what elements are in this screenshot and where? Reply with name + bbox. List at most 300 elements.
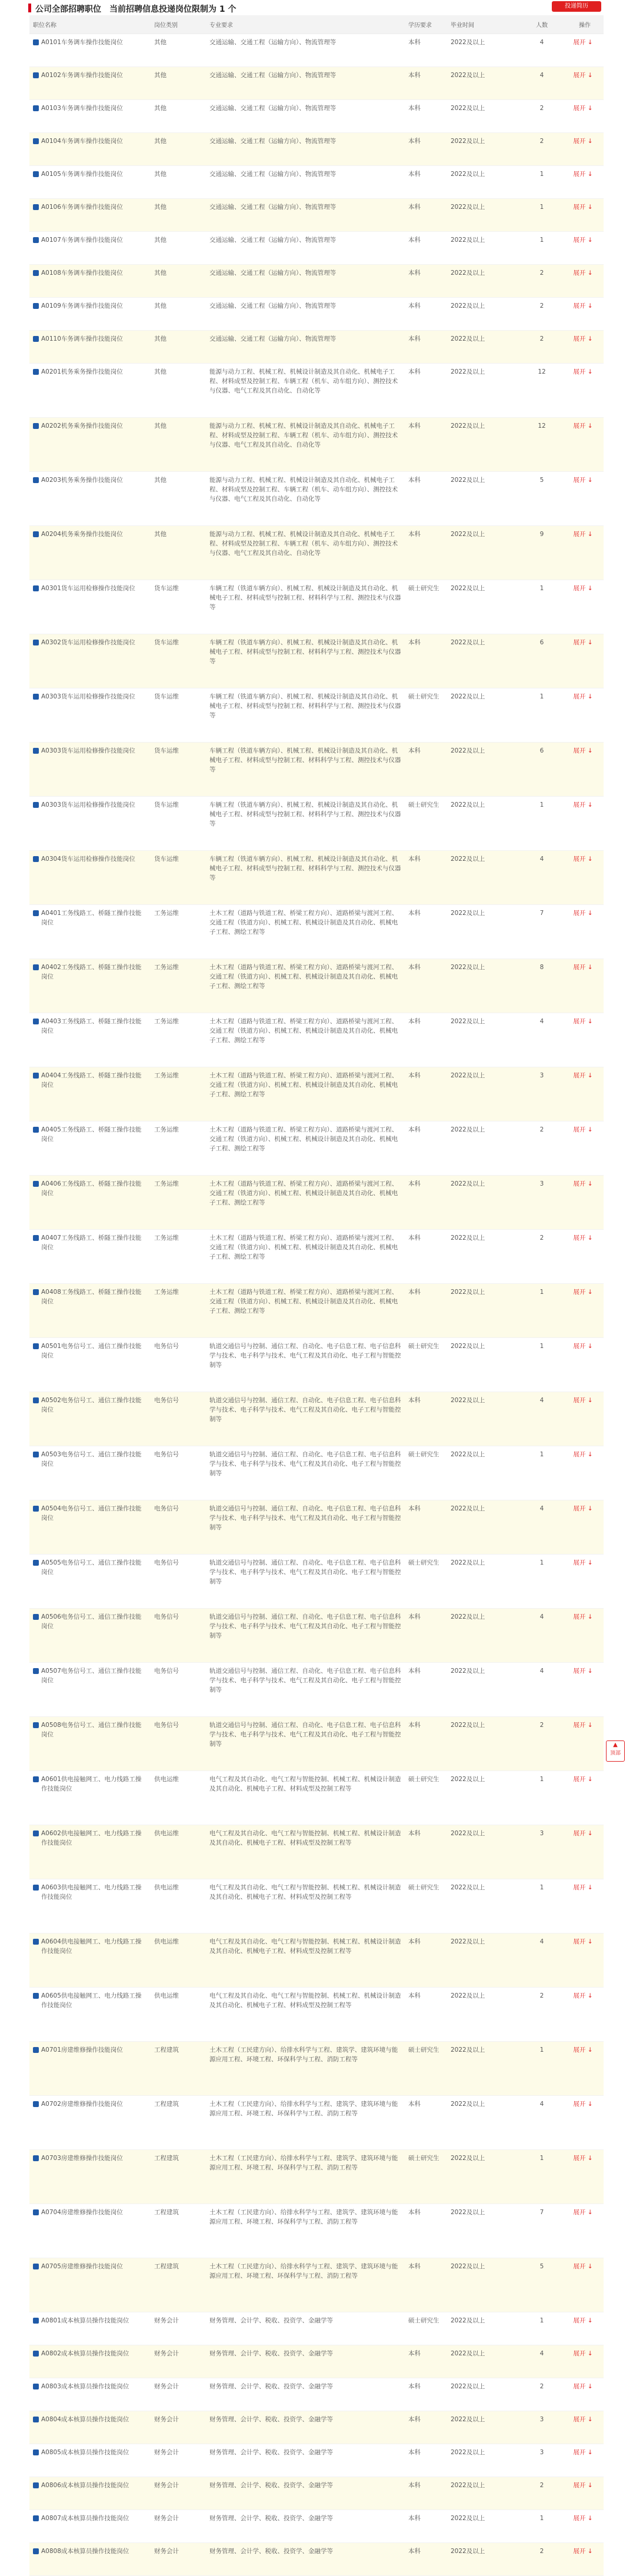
cell-category: 其他	[151, 297, 206, 330]
job-icon	[33, 2155, 39, 2161]
cell-category: 电务信号	[151, 1662, 206, 1716]
position-name[interactable]: A0405工务线路工、桥隧工操作技能岗位	[41, 1126, 142, 1143]
cell-position	[29, 1825, 151, 1879]
cell-degree: 本科	[405, 330, 447, 363]
position-name[interactable]: A0407工务线路工、桥隧工操作技能岗位	[41, 1234, 142, 1251]
cell-count: 1	[518, 1337, 566, 1392]
cell-major: 土木工程（道路与铁道工程、桥梁工程方向）、道路桥梁与渡河工程、交通工程（铁道方向）、机械工程、机械设计制造及其自动化、机械电子工程、测绘工程等	[206, 1067, 405, 1121]
expand-button[interactable]: 展开 ↓	[566, 297, 604, 330]
cell-count: 2	[518, 1229, 566, 1283]
cell-major: 财务管理、会计学、税收、投资学、金融学等	[206, 2542, 405, 2575]
position-name[interactable]: A0303货车运用检修操作技能岗位	[41, 747, 135, 754]
cell-major: 财务管理、会计学、税收、投资学、金融学等	[206, 2510, 405, 2542]
position-name[interactable]: A0401工务线路工、桥隧工操作技能岗位	[41, 909, 142, 926]
position-name[interactable]: A0408工务线路工、桥隧工操作技能岗位	[41, 1288, 142, 1305]
position-name[interactable]: A0403工务线路工、桥隧工操作技能岗位	[41, 1017, 142, 1034]
position-name[interactable]: A0705房建维修操作技能岗位	[41, 2262, 123, 2270]
table-row	[29, 2477, 604, 2510]
expand-button[interactable]: 展开 ↓	[566, 2149, 604, 2204]
cell-major: 财务管理、会计学、税收、投资学、金融学等	[206, 2477, 405, 2510]
cell-position	[29, 742, 151, 796]
cell-graduation: 2022及以上	[447, 688, 518, 742]
cell-count: 4	[518, 1392, 566, 1446]
cell-count: 2	[518, 99, 566, 132]
expand-button[interactable]: 展开 ↓	[566, 99, 604, 132]
cell-graduation: 2022及以上	[447, 264, 518, 297]
cell-major: 电气工程及其自动化、电气工程与智能控制、机械工程、机械设计制造及其自动化、机械电子工程、材料成型及控制工程等	[206, 1933, 405, 1987]
position-name[interactable]: A0404工务线路工、桥隧工操作技能岗位	[41, 1071, 142, 1089]
cell-count: 4	[518, 1500, 566, 1554]
expand-button[interactable]: 展开 ↓	[566, 1825, 604, 1879]
table-row	[29, 1229, 604, 1283]
cell-category: 其他	[151, 66, 206, 99]
expand-button[interactable]: 展开 ↓	[566, 34, 604, 66]
cell-position	[29, 471, 151, 525]
col-header-position: 职位名称	[29, 15, 151, 34]
expand-button[interactable]: 展开 ↓	[566, 1121, 604, 1175]
job-icon	[33, 1289, 39, 1295]
cell-position	[29, 2477, 151, 2510]
cell-graduation: 2022及以上	[447, 904, 518, 958]
position-name[interactable]: A0604供电接触网工、电力线路工操作技能岗位	[41, 1938, 142, 1955]
cell-count: 4	[518, 66, 566, 99]
cell-major: 轨道交通信号与控制、通信工程、自动化、电子信息工程、电子信息科学与技术、电子科学与技术、电气工程及其自动化、电子工程与智能控制等	[206, 1716, 405, 1770]
position-name[interactable]: A0202机务乘务操作技能岗位	[41, 422, 123, 430]
job-icon	[33, 1722, 39, 1728]
cell-graduation: 2022及以上	[447, 796, 518, 850]
cell-count: 2	[518, 297, 566, 330]
position-name[interactable]: A0702房建维修操作技能岗位	[41, 2100, 123, 2108]
expand-button[interactable]: 展开 ↓	[566, 330, 604, 363]
position-name[interactable]: A0203机务乘务操作技能岗位	[41, 476, 123, 484]
position-name[interactable]: A0301货车运用检修操作技能岗位	[41, 584, 135, 592]
expand-button[interactable]: 展开 ↓	[566, 688, 604, 742]
cell-count: 1	[518, 2041, 566, 2095]
expand-button[interactable]: 展开 ↓	[566, 580, 604, 634]
table-row	[29, 742, 604, 796]
cell-category: 工程建筑	[151, 2095, 206, 2149]
position-name[interactable]: A0103车务调车操作技能岗位	[41, 104, 123, 112]
position-name[interactable]: A0807成本核算员操作技能岗位	[41, 2514, 129, 2522]
position-name[interactable]: A0504电务信号工、通信工操作技能岗位	[41, 1505, 142, 1522]
cell-graduation: 2022及以上	[447, 525, 518, 580]
cell-major: 交通运输、交通工程（运输方向）、物流管理等	[206, 132, 405, 165]
cell-position	[29, 904, 151, 958]
expand-button[interactable]: 展开 ↓	[566, 1716, 604, 1770]
expand-button[interactable]: 展开 ↓	[566, 2258, 604, 2312]
position-name[interactable]: A0102车务调车操作技能岗位	[41, 71, 123, 79]
table-row	[29, 1283, 604, 1337]
cell-count: 2	[518, 264, 566, 297]
position-name[interactable]: A0804成本核算员操作技能岗位	[41, 2415, 129, 2423]
cell-major: 土木工程（工民建方向）、给排水科学与工程、建筑学、建筑环境与能源应用工程、环境工程、环保科学与工程、消防工程等	[206, 2041, 405, 2095]
job-icon	[33, 1885, 39, 1891]
cell-major: 交通运输、交通工程（运输方向）、物流管理等	[206, 34, 405, 66]
cell-graduation: 2022及以上	[447, 132, 518, 165]
expand-button[interactable]: 展开 ↓	[566, 1500, 604, 1554]
cell-category: 其他	[151, 471, 206, 525]
cell-major: 财务管理、会计学、税收、投资学、金融学等	[206, 2444, 405, 2477]
job-icon	[33, 640, 39, 645]
cell-category: 电务信号	[151, 1716, 206, 1770]
cell-degree: 本科	[405, 2542, 447, 2575]
job-icon	[33, 39, 39, 45]
position-name[interactable]: A0808成本核算员操作技能岗位	[41, 2547, 129, 2555]
cell-degree: 本科	[405, 198, 447, 231]
cell-position	[29, 580, 151, 634]
cell-degree: 本科	[405, 2095, 447, 2149]
cell-count: 1	[518, 580, 566, 634]
table-row	[29, 1825, 604, 1879]
cell-category: 其他	[151, 330, 206, 363]
cell-major: 轨道交通信号与控制、通信工程、自动化、电子信息工程、电子信息科学与技术、电子科学与技术、电气工程及其自动化、电子工程与智能控制等	[206, 1554, 405, 1608]
cell-position	[29, 1662, 151, 1716]
expand-button[interactable]: 展开 ↓	[566, 1013, 604, 1067]
cell-count: 2	[518, 132, 566, 165]
cell-degree: 本科	[405, 417, 447, 471]
position-name[interactable]: A0503电务信号工、通信工操作技能岗位	[41, 1450, 142, 1467]
table-row	[29, 198, 604, 231]
expand-button[interactable]: 展开 ↓	[566, 1337, 604, 1392]
position-name[interactable]: A0501电务信号工、通信工操作技能岗位	[41, 1342, 142, 1359]
cell-position	[29, 2149, 151, 2204]
position-name[interactable]: A0605供电接触网工、电力线路工操作技能岗位	[41, 1992, 142, 2009]
job-icon	[33, 336, 39, 342]
cell-major: 土木工程（道路与铁道工程、桥梁工程方向）、道路桥梁与渡河工程、交通工程（铁道方向）、机械工程、机械设计制造及其自动化、机械电子工程、测绘工程等	[206, 1175, 405, 1229]
jobs-table	[29, 15, 604, 2576]
position-name[interactable]: A0406工务线路工、桥隧工操作技能岗位	[41, 1180, 142, 1197]
cell-position	[29, 1067, 151, 1121]
cell-position	[29, 2312, 151, 2345]
position-name[interactable]: A0108车务调车操作技能岗位	[41, 269, 123, 277]
table-row	[29, 1608, 604, 1662]
cell-position	[29, 1933, 151, 1987]
expand-button[interactable]: 展开 ↓	[566, 264, 604, 297]
cell-degree: 本科	[405, 1121, 447, 1175]
cell-category: 财务会计	[151, 2345, 206, 2378]
cell-major: 土木工程（道路与铁道工程、桥梁工程方向）、道路桥梁与渡河工程、交通工程（铁道方向）、机械工程、机械设计制造及其自动化、机械电子工程、测绘工程等	[206, 1283, 405, 1337]
expand-button[interactable]: 展开 ↓	[566, 2378, 604, 2411]
expand-button[interactable]: 展开 ↓	[566, 417, 604, 471]
cell-major: 轨道交通信号与控制、通信工程、自动化、电子信息工程、电子信息科学与技术、电子科学与技术、电气工程及其自动化、电子工程与智能控制等	[206, 1608, 405, 1662]
expand-button[interactable]: 展开 ↓	[566, 363, 604, 417]
position-name[interactable]: A0602供电接触网工、电力线路工操作技能岗位	[41, 1829, 142, 1846]
cell-major: 轨道交通信号与控制、通信工程、自动化、电子信息工程、电子信息科学与技术、电子科学与技术、电气工程及其自动化、电子工程与智能控制等	[206, 1662, 405, 1716]
expand-button[interactable]: 展开 ↓	[566, 742, 604, 796]
table-row	[29, 2378, 604, 2411]
position-name[interactable]: A0402工务线路工、桥隧工操作技能岗位	[41, 963, 142, 980]
cell-count: 7	[518, 2204, 566, 2258]
table-row	[29, 1067, 604, 1121]
cell-degree: 本科	[405, 1716, 447, 1770]
cell-count: 1	[518, 1446, 566, 1500]
cell-category: 货车运维	[151, 580, 206, 634]
expand-button[interactable]: 展开 ↓	[566, 1229, 604, 1283]
job-icon	[33, 2417, 39, 2422]
expand-button[interactable]: 展开 ↓	[566, 1933, 604, 1987]
expand-button[interactable]: 展开 ↓	[566, 1662, 604, 1716]
cell-category: 财务会计	[151, 2510, 206, 2542]
expand-button[interactable]: 展开 ↓	[566, 2411, 604, 2444]
col-header-count: 人数	[518, 15, 566, 34]
expand-button[interactable]: 展开 ↓	[566, 2444, 604, 2477]
cell-graduation: 2022及以上	[447, 1716, 518, 1770]
cell-degree: 硕士研究生	[405, 1770, 447, 1825]
table-row	[29, 1933, 604, 1987]
cell-degree: 硕士研究生	[405, 1446, 447, 1500]
cell-count: 12	[518, 363, 566, 417]
expand-button[interactable]: 展开 ↓	[566, 2542, 604, 2575]
expand-button[interactable]: 展开 ↓	[566, 198, 604, 231]
cell-category: 货车运维	[151, 634, 206, 688]
cell-major: 交通运输、交通工程（运输方向）、物流管理等	[206, 297, 405, 330]
table-row	[29, 2149, 604, 2204]
expand-button[interactable]: 展开 ↓	[566, 634, 604, 688]
expand-button[interactable]: 展开 ↓	[566, 904, 604, 958]
cell-category: 其他	[151, 165, 206, 198]
position-name[interactable]: A0101车务调车操作技能岗位	[41, 38, 123, 46]
cell-graduation: 2022及以上	[447, 363, 518, 417]
cell-major: 交通运输、交通工程（运输方向）、物流管理等	[206, 165, 405, 198]
position-name[interactable]: A0110车务调车操作技能岗位	[41, 335, 123, 342]
table-row	[29, 1500, 604, 1554]
expand-button[interactable]: 展开 ↓	[566, 1987, 604, 2041]
cell-category: 其他	[151, 198, 206, 231]
cell-major: 车辆工程（铁道车辆方向）、机械工程、机械设计制造及其自动化、机械电子工程、材料成型与控制工程、材料科学与工程、测控技术与仪器等	[206, 850, 405, 904]
position-name[interactable]: A0603供电接触网工、电力线路工操作技能岗位	[41, 1883, 142, 1901]
position-name[interactable]: A0601供电接触网工、电力线路工操作技能岗位	[41, 1775, 142, 1792]
cell-count: 1	[518, 1554, 566, 1608]
job-icon	[33, 694, 39, 700]
expand-button[interactable]: 展开 ↓	[566, 2095, 604, 2149]
cell-graduation: 2022及以上	[447, 297, 518, 330]
expand-button[interactable]: 展开 ↓	[566, 471, 604, 525]
expand-button[interactable]: 展开 ↓	[566, 525, 604, 580]
cell-count: 2	[518, 330, 566, 363]
cell-major: 能源与动力工程、机械工程、机械设计制造及其自动化、机械电子工程、材料成型及控制工程、车辆工程（机车、动车组方向）、测控技术与仪器、电气工程及其自动化、自动化等	[206, 363, 405, 417]
position-name[interactable]: A0803成本核算员操作技能岗位	[41, 2382, 129, 2390]
cell-category: 其他	[151, 99, 206, 132]
cell-category: 其他	[151, 264, 206, 297]
cell-major: 财务管理、会计学、税收、投资学、金融学等	[206, 2378, 405, 2411]
position-name[interactable]: A0302货车运用检修操作技能岗位	[41, 638, 135, 646]
cell-position	[29, 66, 151, 99]
position-name[interactable]: A0109车务调车操作技能岗位	[41, 302, 123, 309]
expand-button[interactable]: 展开 ↓	[566, 231, 604, 264]
position-name[interactable]: A0105车务调车操作技能岗位	[41, 170, 123, 178]
back-to-top-label: 顶部	[609, 1750, 621, 1756]
expand-button[interactable]: 展开 ↓	[566, 1446, 604, 1500]
position-name[interactable]: A0204机务乘务操作技能岗位	[41, 530, 123, 538]
table-row	[29, 2444, 604, 2477]
cell-category: 供电运维	[151, 1825, 206, 1879]
position-name[interactable]: A0508电务信号工、通信工操作技能岗位	[41, 1721, 142, 1738]
back-to-top-button[interactable]	[606, 1740, 625, 1762]
cell-degree: 本科	[405, 165, 447, 198]
cell-count: 1	[518, 231, 566, 264]
cell-category: 工程建筑	[151, 2258, 206, 2312]
cell-category: 工务运维	[151, 1067, 206, 1121]
position-name[interactable]: A0201机务乘务操作技能岗位	[41, 368, 123, 375]
cell-degree: 本科	[405, 264, 447, 297]
table-row	[29, 796, 604, 850]
expand-button[interactable]: 展开 ↓	[566, 2312, 604, 2345]
cell-category: 工务运维	[151, 1229, 206, 1283]
position-name[interactable]: A0106车务调车操作技能岗位	[41, 203, 123, 211]
expand-button[interactable]: 展开 ↓	[566, 2510, 604, 2542]
col-header-major: 专业要求	[206, 15, 405, 34]
cell-position	[29, 1987, 151, 2041]
cell-graduation: 2022及以上	[447, 1337, 518, 1392]
cell-count: 1	[518, 165, 566, 198]
cell-graduation: 2022及以上	[447, 330, 518, 363]
cell-count: 6	[518, 634, 566, 688]
cell-count: 1	[518, 1879, 566, 1933]
table-row	[29, 2095, 604, 2149]
cell-position	[29, 2411, 151, 2444]
expand-button[interactable]: 展开 ↓	[566, 132, 604, 165]
cell-degree: 本科	[405, 2345, 447, 2378]
job-icon	[33, 1993, 39, 1999]
cell-major: 财务管理、会计学、税收、投资学、金融学等	[206, 2312, 405, 2345]
cell-category: 货车运维	[151, 688, 206, 742]
table-row	[29, 1121, 604, 1175]
cell-degree: 本科	[405, 742, 447, 796]
position-name[interactable]: A0704房建维修操作技能岗位	[41, 2208, 123, 2216]
apply-button[interactable]: 投递简历	[552, 1, 601, 12]
cell-degree: 本科	[405, 2378, 447, 2411]
job-icon	[33, 2209, 39, 2215]
expand-button[interactable]: 展开 ↓	[566, 1392, 604, 1446]
cell-category: 电务信号	[151, 1446, 206, 1500]
cell-major: 电气工程及其自动化、电气工程与智能控制、机械工程、机械设计制造及其自动化、机械电子工程、材料成型及控制工程等	[206, 1770, 405, 1825]
position-name[interactable]: A0505电务信号工、通信工操作技能岗位	[41, 1559, 142, 1576]
cell-count: 4	[518, 1608, 566, 1662]
cell-position	[29, 231, 151, 264]
position-name[interactable]: A0805成本核算员操作技能岗位	[41, 2448, 129, 2456]
cell-count: 2	[518, 2378, 566, 2411]
cell-category: 其他	[151, 525, 206, 580]
position-name[interactable]: A0703房建维修操作技能岗位	[41, 2154, 123, 2162]
cell-category: 工务运维	[151, 904, 206, 958]
expand-button[interactable]: 展开 ↓	[566, 2477, 604, 2510]
cell-count: 1	[518, 2149, 566, 2204]
cell-position	[29, 850, 151, 904]
position-name[interactable]: A0801成本核算员操作技能岗位	[41, 2317, 129, 2324]
cell-position	[29, 1879, 151, 1933]
job-icon	[33, 748, 39, 754]
job-icon	[33, 802, 39, 808]
position-name[interactable]: A0104车务调车操作技能岗位	[41, 137, 123, 145]
job-icon	[33, 2449, 39, 2455]
expand-button[interactable]: 展开 ↓	[566, 1283, 604, 1337]
position-name[interactable]: A0507电务信号工、通信工操作技能岗位	[41, 1667, 142, 1684]
col-header-action: 操作	[566, 15, 604, 34]
job-icon	[33, 2482, 39, 2488]
table-row	[29, 2204, 604, 2258]
expand-button[interactable]: 展开 ↓	[566, 958, 604, 1013]
job-icon	[33, 270, 39, 276]
title-accent-bar	[28, 4, 31, 12]
expand-button[interactable]: 展开 ↓	[566, 1554, 604, 1608]
expand-button[interactable]: 展开 ↓	[566, 1879, 604, 1933]
cell-graduation: 2022及以上	[447, 2149, 518, 2204]
job-icon	[33, 2047, 39, 2053]
table-header-row	[29, 15, 604, 34]
cell-degree: 本科	[405, 1392, 447, 1446]
expand-button[interactable]: 展开 ↓	[566, 2041, 604, 2095]
cell-count: 2	[518, 2477, 566, 2510]
cell-category: 其他	[151, 363, 206, 417]
cell-position	[29, 1392, 151, 1446]
table-row	[29, 1770, 604, 1825]
expand-button[interactable]: 展开 ↓	[566, 1608, 604, 1662]
expand-button[interactable]: 展开 ↓	[566, 1067, 604, 1121]
cell-position	[29, 634, 151, 688]
expand-button[interactable]: 展开 ↓	[566, 2345, 604, 2378]
page-title: 公司全部招聘职位 当前招聘信息投递岗位限制为 1 个	[35, 5, 236, 14]
position-name[interactable]: A0303货车运用检修操作技能岗位	[41, 693, 135, 700]
expand-button[interactable]: 展开 ↓	[566, 850, 604, 904]
expand-button[interactable]: 展开 ↓	[566, 66, 604, 99]
cell-graduation: 2022及以上	[447, 2542, 518, 2575]
position-name[interactable]: A0502电务信号工、通信工操作技能岗位	[41, 1396, 142, 1413]
table-row	[29, 2041, 604, 2095]
cell-degree: 本科	[405, 99, 447, 132]
cell-position	[29, 2041, 151, 2095]
cell-category: 其他	[151, 417, 206, 471]
table-row	[29, 1446, 604, 1500]
cell-category: 供电运维	[151, 1933, 206, 1987]
position-name[interactable]: A0107车务调车操作技能岗位	[41, 236, 123, 244]
position-name[interactable]: A0506电务信号工、通信工操作技能岗位	[41, 1613, 142, 1630]
cell-category: 财务会计	[151, 2411, 206, 2444]
table-row	[29, 850, 604, 904]
expand-button[interactable]: 展开 ↓	[566, 1175, 604, 1229]
table-row	[29, 363, 604, 417]
cell-major: 交通运输、交通工程（运输方向）、物流管理等	[206, 99, 405, 132]
table-row	[29, 99, 604, 132]
cell-category: 其他	[151, 34, 206, 66]
cell-category: 财务会计	[151, 2542, 206, 2575]
expand-button[interactable]: 展开 ↓	[566, 796, 604, 850]
cell-graduation: 2022及以上	[447, 231, 518, 264]
cell-degree: 本科	[405, 1933, 447, 1987]
position-name[interactable]: A0701房建维修操作技能岗位	[41, 2046, 123, 2054]
cell-count: 4	[518, 2345, 566, 2378]
cell-major: 土木工程（道路与铁道工程、桥梁工程方向）、道路桥梁与渡河工程、交通工程（铁道方向）、机械工程、机械设计制造及其自动化、机械电子工程、测绘工程等	[206, 1229, 405, 1283]
cell-major: 电气工程及其自动化、电气工程与智能控制、机械工程、机械设计制造及其自动化、机械电子工程、材料成型及控制工程等	[206, 1879, 405, 1933]
cell-category: 供电运维	[151, 1770, 206, 1825]
cell-major: 电气工程及其自动化、电气工程与智能控制、机械工程、机械设计制造及其自动化、机械电子工程、材料成型及控制工程等	[206, 1987, 405, 2041]
expand-button[interactable]: 展开 ↓	[566, 2204, 604, 2258]
job-icon	[33, 2101, 39, 2107]
job-icon	[33, 369, 39, 375]
job-icon	[33, 1073, 39, 1079]
position-name[interactable]: A0806成本核算员操作技能岗位	[41, 2481, 129, 2489]
table-row	[29, 688, 604, 742]
position-name[interactable]: A0802成本核算员操作技能岗位	[41, 2349, 129, 2357]
job-icon	[33, 2264, 39, 2269]
position-name[interactable]: A0303货车运用检修操作技能岗位	[41, 801, 135, 808]
table-row	[29, 1662, 604, 1716]
job-icon	[33, 1127, 39, 1133]
expand-button[interactable]: 展开 ↓	[566, 165, 604, 198]
cell-degree: 本科	[405, 1825, 447, 1879]
expand-button[interactable]: 展开 ↓	[566, 1770, 604, 1825]
cell-count: 3	[518, 1067, 566, 1121]
position-name[interactable]: A0304货车运用检修操作技能岗位	[41, 855, 135, 863]
